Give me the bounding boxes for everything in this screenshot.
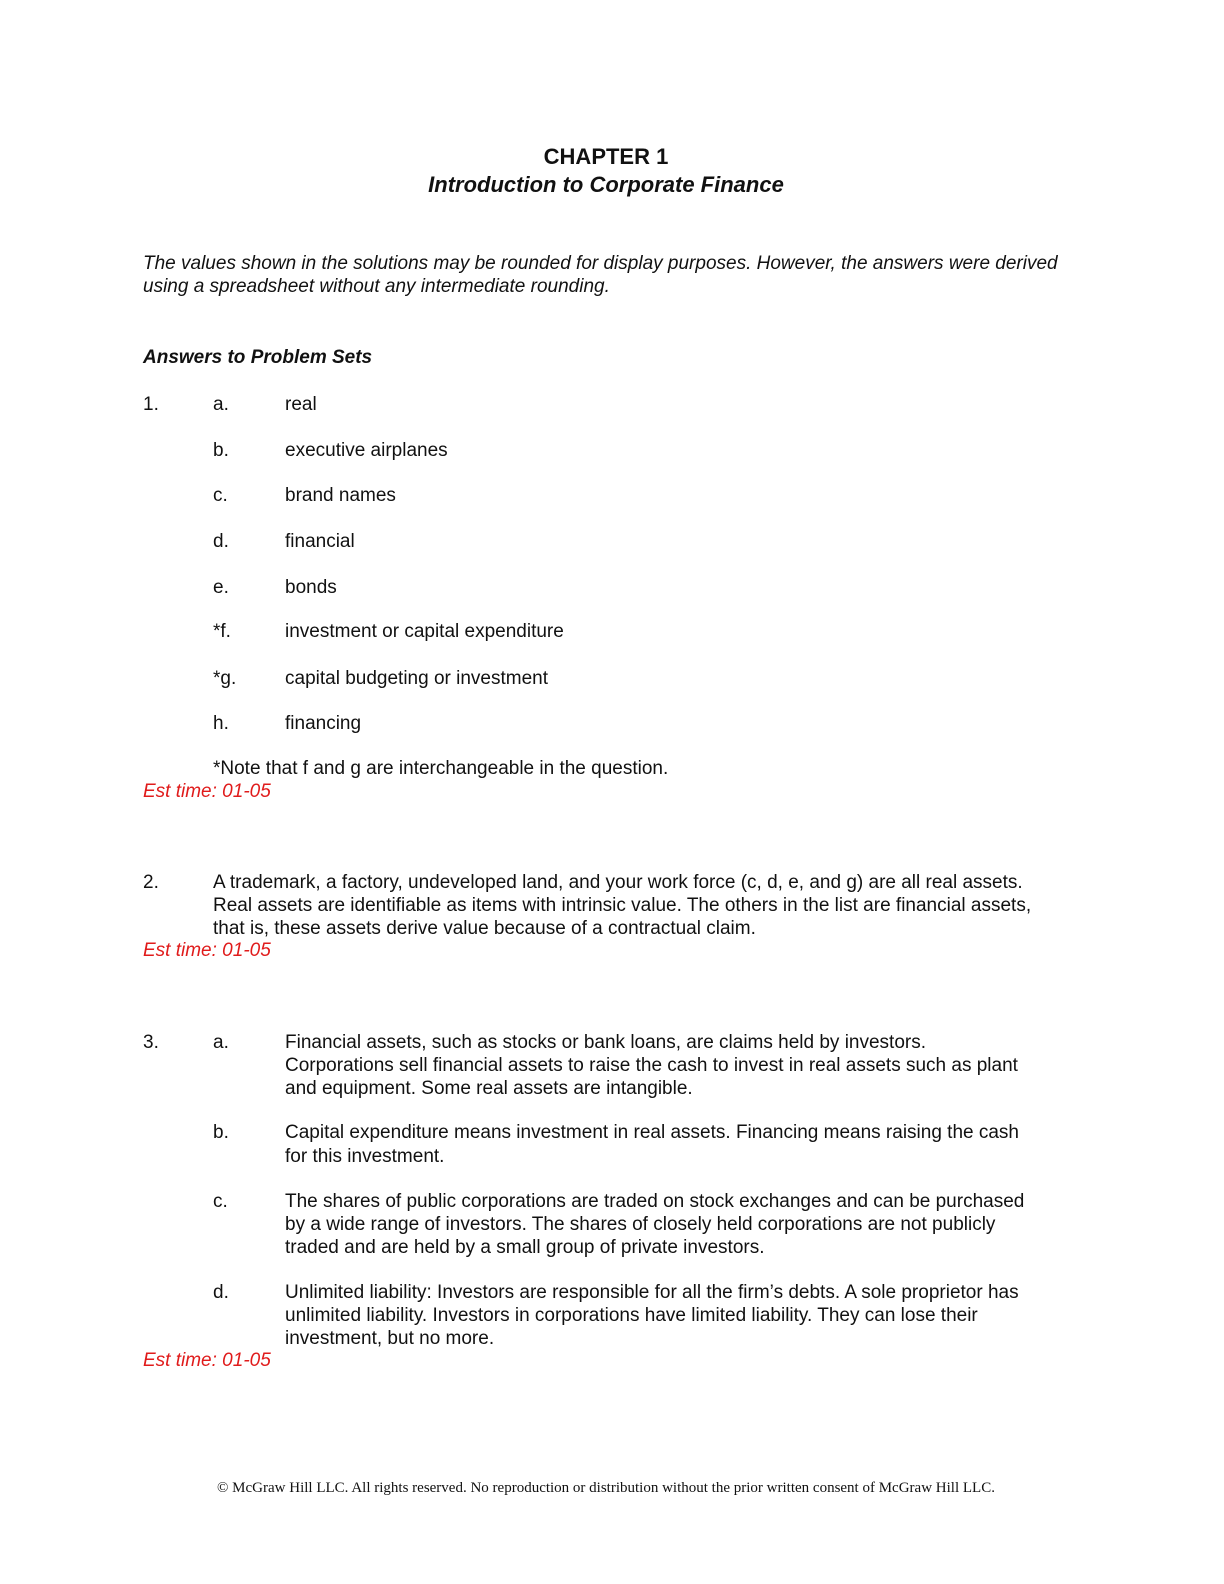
answer-text-line: Unlimited liability: Investors are responsible for all the firm’s debts. A sole proprietor has xyxy=(285,1282,1019,1303)
list-item-letter: b. xyxy=(213,1122,229,1143)
list-item-answer: capital budgeting or investment xyxy=(285,668,548,689)
answer-text-line: for this investment. xyxy=(285,1146,445,1167)
list-item-answer: investment or capital expenditure xyxy=(285,621,564,642)
list-item-letter: b. xyxy=(213,440,229,461)
est-time-label: Est time: 01-05 xyxy=(143,940,271,961)
list-item-letter: *f. xyxy=(213,621,231,642)
answer-text-line: unlimited liability. Investors in corporations have limited liability. They can lose their xyxy=(285,1305,978,1326)
problem-2-text-line: that is, these assets derive value because of a contractual claim. xyxy=(213,918,756,939)
list-item-letter: a. xyxy=(213,1032,229,1053)
copyright-footer: © McGraw Hill LLC. All rights reserved. No reproduction or distribution without the prior written consent of McGraw Hill LLC. xyxy=(217,1480,995,1496)
problem-2-text-line: A trademark, a factory, undeveloped land, and your work force (c, d, e, and g) are all real assets. xyxy=(213,872,1023,893)
list-item-letter: d. xyxy=(213,1282,229,1303)
chapter-title: Introduction to Corporate Finance xyxy=(428,172,784,197)
list-item-letter: h. xyxy=(213,713,229,734)
problem-3-number: 3. xyxy=(143,1032,159,1053)
list-item-letter: c. xyxy=(213,1191,228,1212)
est-time-label: Est time: 01-05 xyxy=(143,1350,271,1371)
answer-text-line: by a wide range of investors. The shares of closely held corporations are not publicly xyxy=(285,1214,996,1235)
problem-2-text-line: Real assets are identifiable as items with intrinsic value. The others in the list are financial assets, xyxy=(213,895,1032,916)
chapter-heading: CHAPTER 1 xyxy=(543,144,669,169)
answer-text-line: Capital expenditure means investment in real assets. Financing means raising the cash xyxy=(285,1122,1019,1143)
problem-1-number: 1. xyxy=(143,394,159,415)
section-title: Answers to Problem Sets xyxy=(143,347,373,368)
list-item-letter: e. xyxy=(213,577,229,598)
list-item-answer: bonds xyxy=(285,577,337,598)
answer-text-line: and equipment. Some real assets are intangible. xyxy=(285,1078,693,1099)
list-item-letter: c. xyxy=(213,485,228,506)
list-item-letter: d. xyxy=(213,531,229,552)
answer-text-line: Corporations sell financial assets to raise the cash to invest in real assets such as plant xyxy=(285,1055,1018,1076)
list-item-answer: financial xyxy=(285,531,355,552)
est-time-label: Est time: 01-05 xyxy=(143,781,271,802)
problem-1-footnote: *Note that f and g are interchangeable in the question. xyxy=(213,758,669,779)
list-item-answer: real xyxy=(285,394,317,415)
list-item-letter: a. xyxy=(213,394,229,415)
answer-text-line: investment, but no more. xyxy=(285,1328,495,1349)
list-item-answer: executive airplanes xyxy=(285,440,448,461)
list-item-letter: *g. xyxy=(213,668,237,689)
problem-2-number: 2. xyxy=(143,872,159,893)
answer-text-line: Financial assets, such as stocks or bank loans, are claims held by investors. xyxy=(285,1032,927,1053)
answer-text-line: traded and are held by a small group of private investors. xyxy=(285,1237,765,1258)
answer-text-line: The shares of public corporations are traded on stock exchanges and can be purchased xyxy=(285,1191,1025,1212)
intro-note: The values shown in the solutions may be rounded for display purposes. However, the answers were derived using a spreadsheet without any intermediate rounding. xyxy=(143,253,1058,297)
list-item-answer: financing xyxy=(285,713,362,734)
list-item-answer: brand names xyxy=(285,485,396,506)
